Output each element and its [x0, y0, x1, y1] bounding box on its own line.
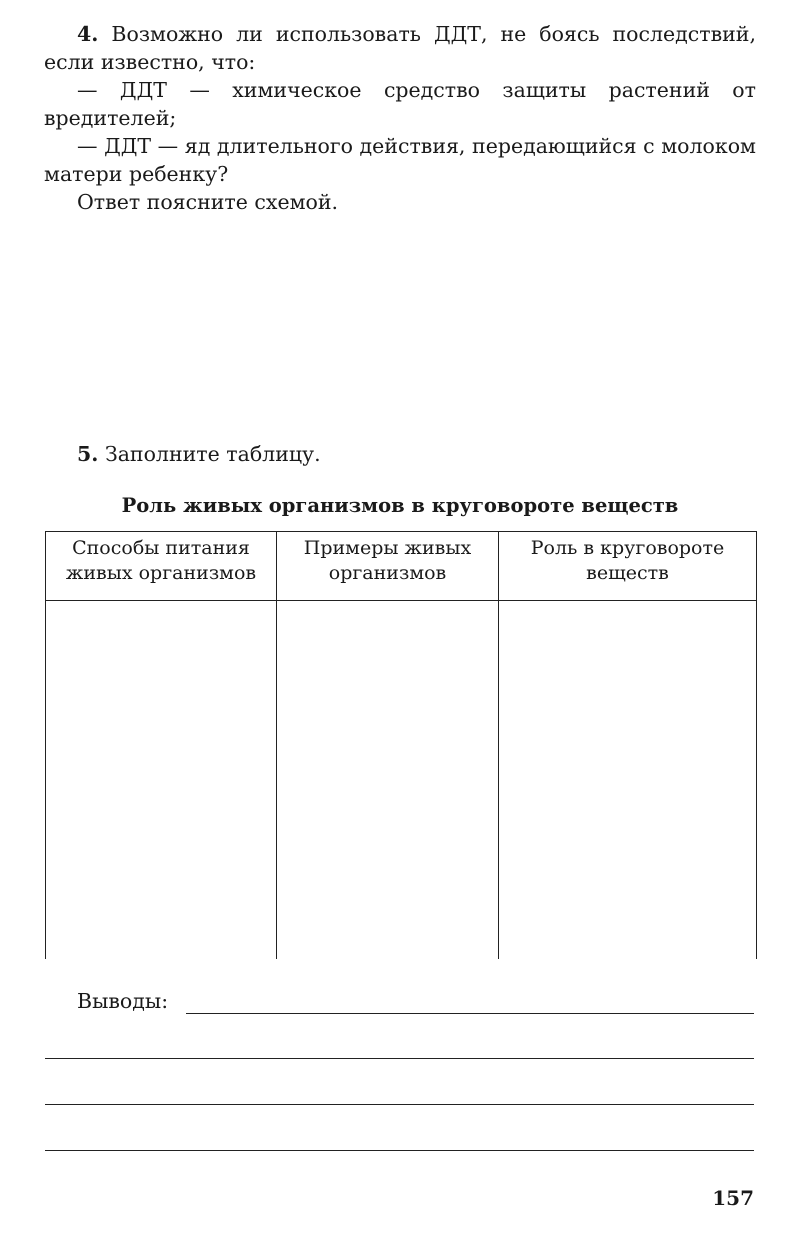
- task-4-bullet-1: — ДДТ — химическое средство защиты растений от вредителей;: [44, 78, 756, 130]
- table-header-row: [46, 532, 757, 601]
- table-title: Роль живых организмов в круговороте веществ: [121, 494, 679, 517]
- answer-cell-examples[interactable]: [277, 601, 499, 960]
- task-4: [44, 20, 756, 216]
- column-header-nutrition: Способы питания живых организмов: [46, 532, 277, 601]
- conclusions-answer-line-1[interactable]: [186, 1013, 754, 1014]
- conclusions-answer-line-3[interactable]: [45, 1104, 754, 1105]
- task-5-number: 5.: [77, 442, 99, 466]
- conclusions-answer-line-4[interactable]: [45, 1150, 754, 1151]
- task-4-question: [44, 20, 756, 76]
- task-4-bullet-2: — ДДТ — яд длительного действия, передающийся с молоком матери ребенку?: [44, 134, 756, 186]
- column-header-examples: Примеры живых организмов: [277, 532, 499, 601]
- task-4-question-text: Возможно ли использовать ДДТ, не боясь последствий, если известно, что:: [44, 22, 756, 74]
- task-5-instruction: [77, 440, 321, 468]
- task-4-number: 4.: [77, 22, 99, 46]
- task-5-instruction-text: Заполните таблицу.: [104, 442, 321, 466]
- answer-cell-role[interactable]: [499, 601, 757, 960]
- table-row: [46, 601, 757, 960]
- answer-cell-nutrition[interactable]: [46, 601, 277, 960]
- organisms-role-table: [45, 531, 757, 959]
- page-number: 157: [712, 1186, 754, 1210]
- column-header-role: Роль в круговороте веществ: [499, 532, 757, 601]
- conclusions-answer-line-2[interactable]: [45, 1058, 754, 1059]
- conclusions-label: Выводы:: [77, 989, 169, 1013]
- task-4-instruction: Ответ поясните схемой.: [77, 190, 339, 214]
